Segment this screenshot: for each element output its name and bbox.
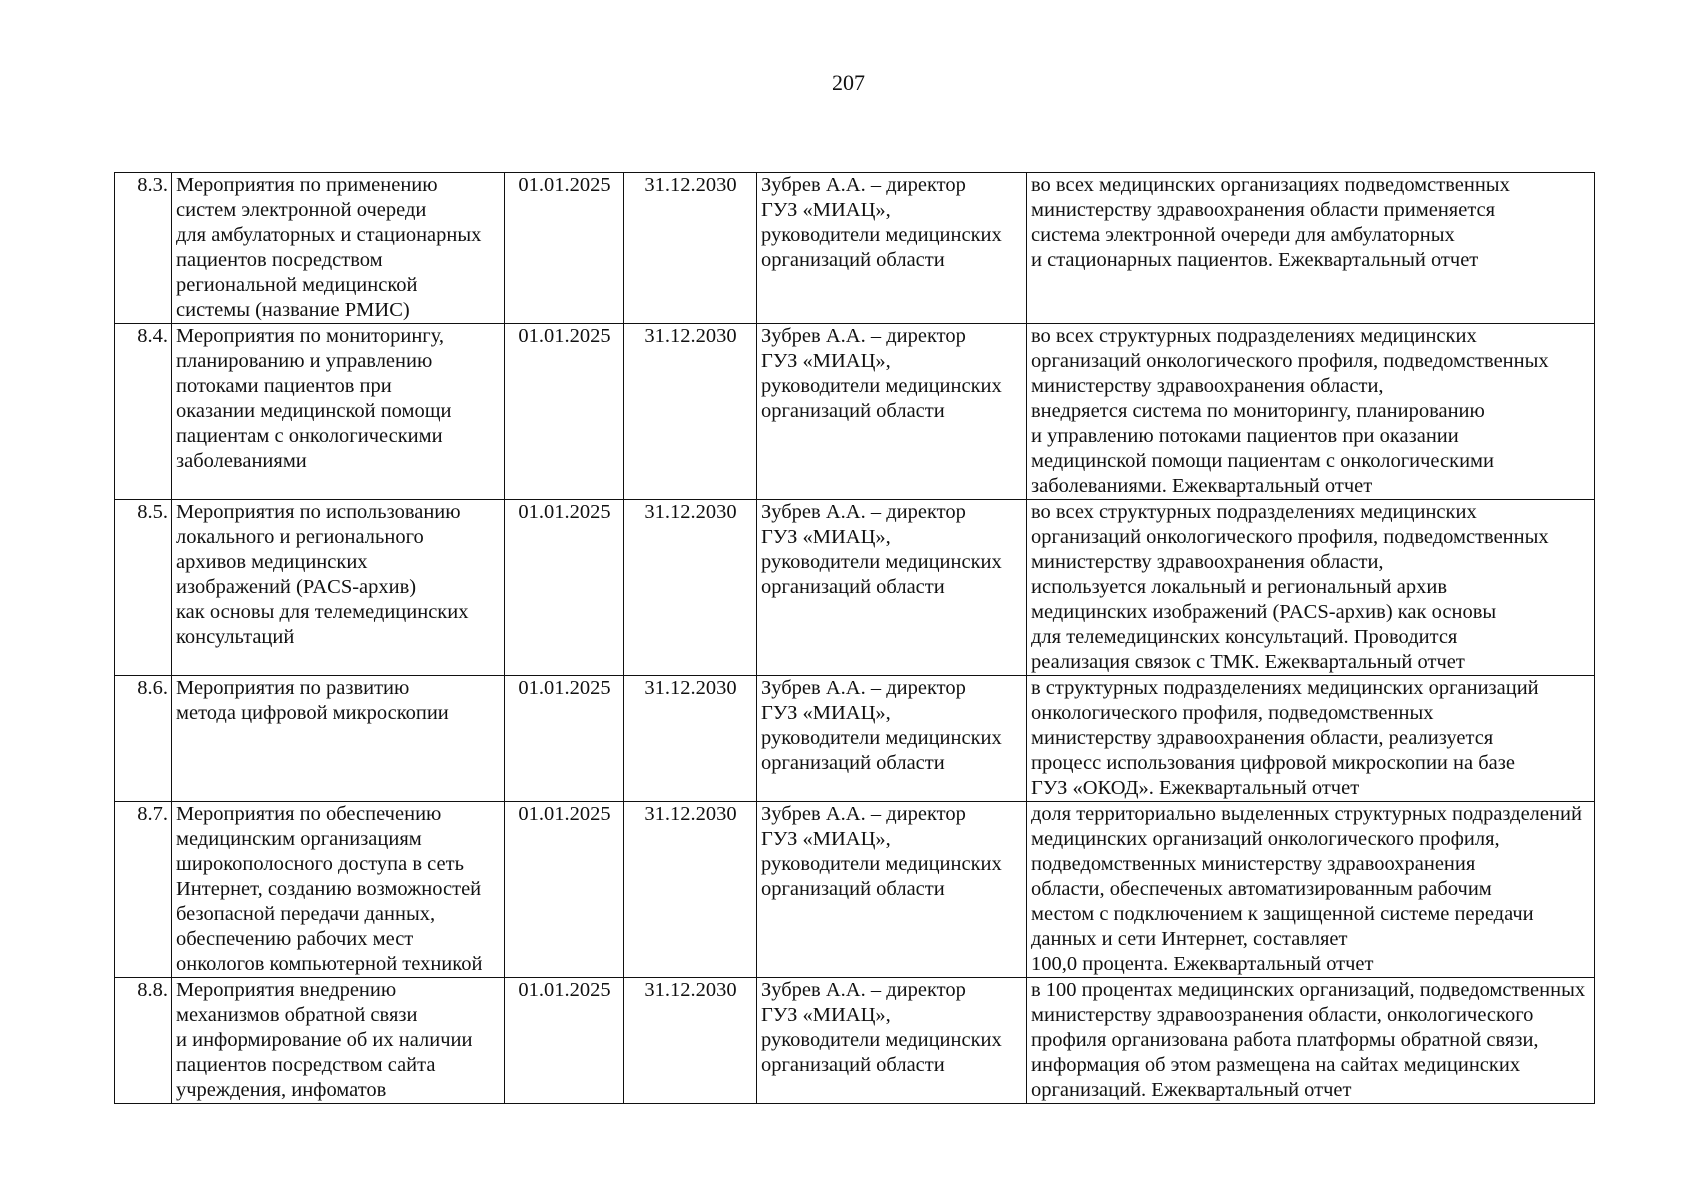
expected-result: во всех структурных подразделениях медицинских организаций онкологического профиля, подведомственных министерству здравоохранения области, внедряется система по мониторингу, планированию и управлению потоками пациентов при оказании медицинской помощи пациентам с онкологическими заболеваниями. Ежеквартальный отчет xyxy=(1027,324,1595,500)
responsible-persons: Зубрев А.А. – директор ГУЗ «МИАЦ», руководители медицинских организаций области xyxy=(757,802,1027,978)
event-description: Мероприятия по применению систем электронной очереди для амбулаторных и стационарных пациентов посредством региональной медицинской системы (название РМИС) xyxy=(172,173,505,324)
start-date: 01.01.2025 xyxy=(505,324,624,500)
expected-result: доля территориально выделенных структурных подразделений медицинских организаций онкологического профиля, подведомственных министерству здравоохранения области, обеспеченых автоматизированным рабочим местом с подключением к защищенной системе передачи данных и сети Интернет, составляет 100,0 процента. Ежеквартальный отчет xyxy=(1027,802,1595,978)
table-row xyxy=(115,173,1595,324)
responsible-persons: Зубрев А.А. – директор ГУЗ «МИАЦ», руководители медицинских организаций области xyxy=(757,978,1027,1104)
end-date: 31.12.2030 xyxy=(624,324,757,500)
expected-result: в структурных подразделениях медицинских организаций онкологического профиля, подведомственных министерству здравоохранения области, реализуется процесс использования цифровой микроскопии на базе ГУЗ «ОКОД». Ежеквартальный отчет xyxy=(1027,676,1595,802)
item-number: 8.5. xyxy=(115,500,172,676)
item-number: 8.7. xyxy=(115,802,172,978)
item-number: 8.3. xyxy=(115,173,172,324)
end-date: 31.12.2030 xyxy=(624,978,757,1104)
table-row xyxy=(115,676,1595,802)
start-date: 01.01.2025 xyxy=(505,676,624,802)
table-row xyxy=(115,802,1595,978)
event-description: Мероприятия по развитию метода цифровой микроскопии xyxy=(172,676,505,802)
end-date: 31.12.2030 xyxy=(624,676,757,802)
end-date: 31.12.2030 xyxy=(624,802,757,978)
event-description: Мероприятия внедрению механизмов обратной связи и информирование об их наличии пациентов посредством сайта учреждения, инфоматов xyxy=(172,978,505,1104)
expected-result: во всех медицинских организациях подведомственных министерству здравоохранения области применяется система электронной очереди для амбулаторных и стационарных пациентов. Ежеквартальный отчет xyxy=(1027,173,1595,324)
item-number: 8.4. xyxy=(115,324,172,500)
event-description: Мероприятия по использованию локального и регионального архивов медицинских изображений (PACS-архив) как основы для телемедицинских консультаций xyxy=(172,500,505,676)
item-number: 8.6. xyxy=(115,676,172,802)
page-number: 207 xyxy=(832,70,865,95)
start-date: 01.01.2025 xyxy=(505,978,624,1104)
end-date: 31.12.2030 xyxy=(624,500,757,676)
responsible-persons: Зубрев А.А. – директор ГУЗ «МИАЦ», руководители медицинских организаций области xyxy=(757,324,1027,500)
activities-table xyxy=(114,172,1595,1104)
table-row xyxy=(115,500,1595,676)
start-date: 01.01.2025 xyxy=(505,173,624,324)
expected-result: во всех структурных подразделениях медицинских организаций онкологического профиля, подведомственных министерству здравоохранения области, используется локальный и региональный архив медицинских изображений (PACS-архив) как основы для телемедицинских консультаций. Проводится реализация связок с ТМК. Ежеквартальный отчет xyxy=(1027,500,1595,676)
expected-result: в 100 процентах медицинских организаций, подведомственных министерству здравоозранения области, онкологического профиля организована работа платформы обратной связи, информация об этом размещена на сайтах медицинских организаций. Ежеквартальный отчет xyxy=(1027,978,1595,1104)
end-date: 31.12.2030 xyxy=(624,173,757,324)
event-description: Мероприятия по мониторингу, планированию и управлению потоками пациентов при оказании медицинской помощи пациентам с онкологическими заболеваниями xyxy=(172,324,505,500)
table-row xyxy=(115,978,1595,1104)
event-description: Мероприятия по обеспечению медицинским организациям широкополосного доступа в сеть Интернет, созданию возможностей безопасной передачи данных, обеспечению рабочих мест онкологов компьютерной техникой xyxy=(172,802,505,978)
responsible-persons: Зубрев А.А. – директор ГУЗ «МИАЦ», руководители медицинских организаций области xyxy=(757,173,1027,324)
start-date: 01.01.2025 xyxy=(505,500,624,676)
start-date: 01.01.2025 xyxy=(505,802,624,978)
item-number: 8.8. xyxy=(115,978,172,1104)
responsible-persons: Зубрев А.А. – директор ГУЗ «МИАЦ», руководители медицинских организаций области xyxy=(757,676,1027,802)
table-row xyxy=(115,324,1595,500)
responsible-persons: Зубрев А.А. – директор ГУЗ «МИАЦ», руководители медицинских организаций области xyxy=(757,500,1027,676)
